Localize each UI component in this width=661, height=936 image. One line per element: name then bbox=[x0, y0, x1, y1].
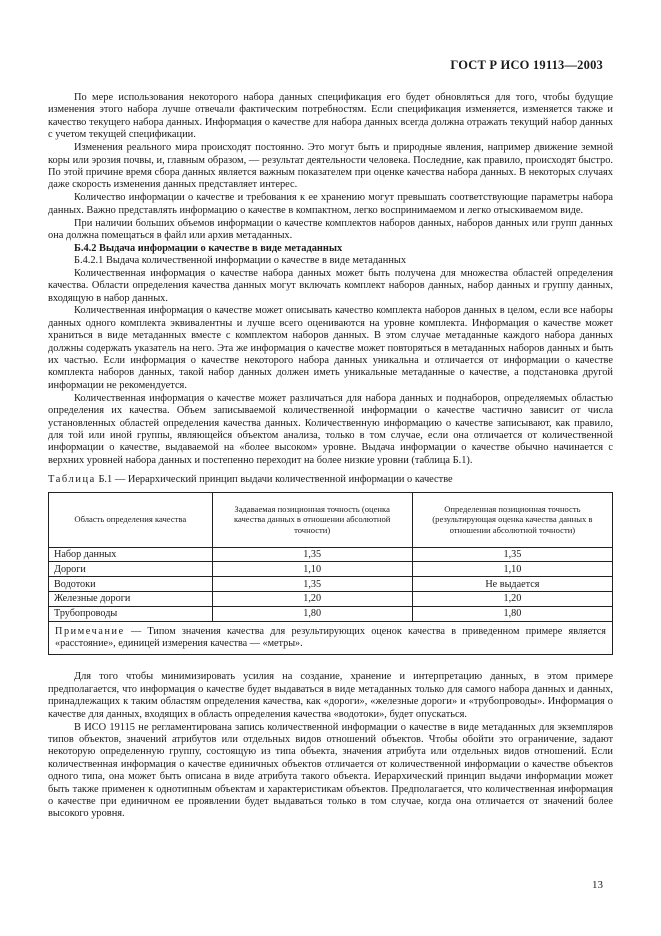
table-cell: Водотоки bbox=[49, 577, 213, 592]
table-cell: Набор данных bbox=[49, 547, 213, 562]
page-number: 13 bbox=[592, 879, 603, 891]
paragraph: Количественная информация о качестве может описывать качество комплекта наборов данных в целом, если все наборы данных одного комплекта эквивалентны и лучше всего оцениваются на уровне комплекта. Информация о качестве может храниться в виде метаданных вместе с комплектом наборов данных. В этом случае метаданные каждого набора данных должны содержать указатель на него. Эта же информация о качестве может повторяться в метаданных наборов данных и быть их частью. Если информация о качестве некоторого набора данных уникальна и отличается от информации о качестве комплекта наборов данных, такой набор данных должен иметь уникальные метаданные о качестве, а подстановка другой информации не рекомендуется. bbox=[48, 305, 613, 391]
table-cell: 1,80 bbox=[212, 606, 412, 621]
table-note-row bbox=[49, 621, 613, 655]
column-header: Область определения качества bbox=[49, 492, 213, 547]
table-cell: Дороги bbox=[49, 562, 213, 577]
subsection-heading: Б.4.2.1 Выдача количественной информации о качестве в виде метаданных bbox=[74, 255, 407, 267]
table-cell: 1,20 bbox=[212, 591, 412, 606]
table-row bbox=[49, 591, 613, 606]
table-row bbox=[49, 606, 613, 621]
table-row bbox=[49, 547, 613, 562]
table-cell: 1,35 bbox=[412, 547, 612, 562]
table-note bbox=[49, 621, 613, 655]
paragraph: По мере использования некоторого набора данных спецификация его будет обновляться для того, чтобы будущие изменения этого набора лучше отвечали фактическим потребностям. Если спецификация изменяется, изменяется также и качество текущего набора данных. Информация о качестве для набора данных всегда должна отражать текущий набор данных с учетом текущей спецификации. bbox=[48, 92, 613, 141]
column-header: Задаваемая позиционная точность (оценка качества данных в отношении абсолютной точности) bbox=[212, 492, 412, 547]
paragraph: Количественная информация о качестве набора данных может быть получена для множества областей определения качества. Области определения качества данных могут включать комплект наборов данных, набор данных и группу данных, входящую в набор данных. bbox=[48, 267, 613, 304]
table-cell: Трубопроводы bbox=[49, 606, 213, 621]
table-cell: Не выдается bbox=[412, 577, 612, 592]
page-content bbox=[48, 92, 613, 821]
table-row bbox=[49, 577, 613, 592]
paragraph: При наличии больших объемов информации о качестве комплектов наборов данных, наборов данных или групп данных она должна помещаться в файл или архив метаданных. bbox=[48, 217, 613, 241]
table-cell: 1,35 bbox=[212, 577, 412, 592]
table-caption-text: Б.1 — Иерархический принцип выдачи количественной информации о качестве bbox=[98, 474, 453, 486]
note-label: Примечание bbox=[55, 625, 125, 637]
column-header: Определенная позиционная точность (результирующая оценка качества данных в отношении абсолютной точности) bbox=[412, 492, 612, 547]
table-caption bbox=[48, 474, 613, 486]
paragraph: Количество информации о качестве и требования к ее хранению могут превышать соответствующие параметры набора данных. Важно представлять информацию о качестве в компактном, легко воспринимаемом и легко отыскиваемом виде. bbox=[48, 192, 613, 216]
table-cell: 1,10 bbox=[212, 562, 412, 577]
table-header-row bbox=[49, 492, 613, 547]
document-id: ГОСТ Р ИСО 19113—2003 bbox=[450, 58, 603, 72]
paragraph: Изменения реального мира происходят постоянно. Это могут быть и природные явления, например движение земной коры или эрозия почвы, и, главным образом, — результат деятельности человека. Последние, как правило, происходят быстро. По этой причине время сбора данных является важным показателем при оценке качества набора данных. В некоторых случаях даже скорость изменения данных представляет интерес. bbox=[48, 142, 613, 191]
table-cell: 1,20 bbox=[412, 591, 612, 606]
section-heading: Б.4.2 Выдача информации о качестве в виде метаданных bbox=[74, 242, 343, 254]
note-text: — Типом значения качества для результирующих оценок качества в приведенном примере является «расстояние», единицей измерения качества — «метры». bbox=[55, 625, 606, 649]
paragraph: Для того чтобы минимизировать усилия на создание, хранение и интерпретацию данных, в этом примере предполагается, что информация о качестве будет выдаваться в виде метаданных только для самого набора данных и данных, принадлежащих к таким областям определения качества, как «дороги», «железные дороги» и «трубопроводы». Информация о качестве для данных, входящих в область определения качества «водотоки», будет опускаться. bbox=[48, 671, 613, 720]
paragraph: Количественная информация о качестве может различаться для набора данных и поднаборов, определяемых областью определения их качества. Объем записываемой количественной информации о качестве частично зависит от числа установленных областей определения качества данных. Количественную информацию о качестве записывают, как правило, для той или иной группы, являющейся объектом анализа, только в том случае, если она отличается от количественной информации о качестве, выдаваемой на «более высоком» уровне. Выдача информации о качестве обычно начинается с верхних уровней набора данных и постепенно переходит на более низкие уровни (таблица Б.1). bbox=[48, 392, 613, 466]
quality-table bbox=[48, 492, 613, 656]
table-caption-label: Таблица bbox=[48, 474, 96, 486]
table-cell: 1,80 bbox=[412, 606, 612, 621]
table-cell: 1,35 bbox=[212, 547, 412, 562]
table-cell: Железные дороги bbox=[49, 591, 213, 606]
table-row bbox=[49, 562, 613, 577]
paragraph: В ИСО 19115 не регламентирована запись количественной информации о качестве в виде метаданных для экземпляров типов объектов, значений атрибутов или отдельных видов отношений объектов. Чтобы обойти это ограничение, задают некоторую определенную группу, состоящую из типа объекта, значения атрибута или отдельных видов отношений. Если количественная информация о качестве единичных объектов отличается от количественной информации о качестве объектов одного типа, она может быть описана в виде атрибута такого объекта. Иерархический принцип выдачи информации может быть также применен к однотипным объектам и характеристикам объектов. Предполагается, что количественная информация о качестве при единичном ее проявлении будет выдаваться только в том случае, когда она отличается от значений более высокого уровня. bbox=[48, 721, 613, 820]
table-cell: 1,10 bbox=[412, 562, 612, 577]
